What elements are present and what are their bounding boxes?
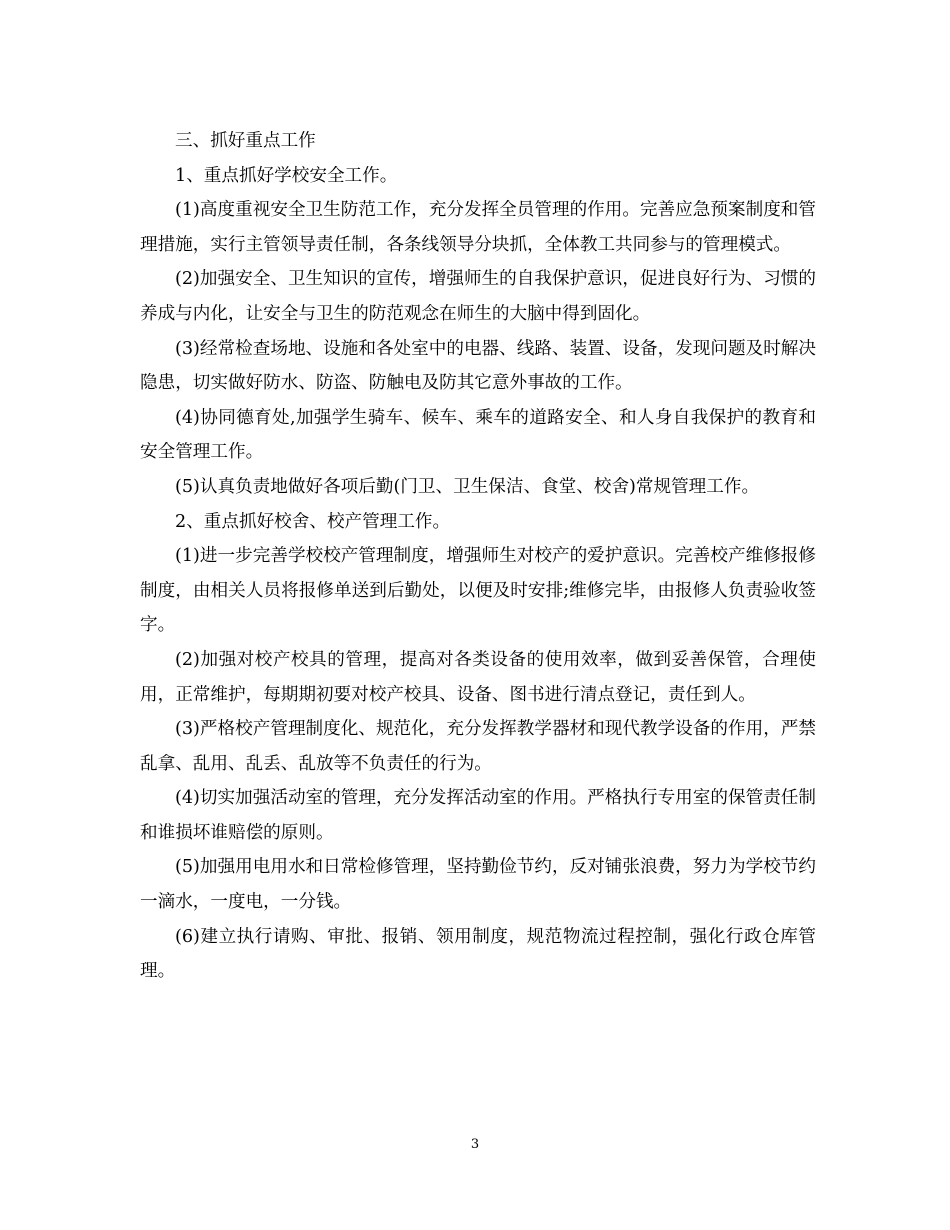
paragraph: (4)切实加强活动室的管理，充分发挥活动室的作用。严格执行专用室的保管责任制和谁损坏谁赔偿的原则。 (140, 788, 816, 843)
paragraph: (5)认真负责地做好各项后勤(门卫、卫生保洁、食堂、校舍)常规管理工作。 (175, 476, 760, 497)
paragraph: (5)加强用电用水和日常检修管理，坚持勤俭节约，反对铺张浪费，努力为学校节约一滴水，一度电，一分钱。 (140, 857, 816, 913)
paragraph: (2)加强安全、卫生知识的宣传，增强师生的自我保护意识，促进良好行为、习惯的养成与内化，让安全与卫生的防范观念在师生的大脑中得到固化。 (140, 269, 816, 324)
paragraph: (3)严格校产管理制度化、规范化，充分发挥教学器材和现代教学设备的作用，严禁乱拿、乱用、乱丢、乱放等不负责任的行为。 (140, 719, 816, 774)
paragraph: (6)建立执行请购、审批、报销、领用制度，规范物流过程控制，强化行政仓库管理。 (140, 926, 816, 982)
document-body (140, 124, 816, 989)
paragraph: (3)经常检查场地、设施和各处室中的电器、线路、装置、设备，发现问题及时解决隐患，切实做好防水、防盗、防触电及防其它意外事故的工作。 (140, 338, 816, 394)
paragraph: (4)协同德育处,加强学生骑车、候车、乘车的道路安全、和人身自我保护的教育和安全管理工作。 (140, 407, 816, 463)
subsection-heading: 1、重点抓好学校安全工作。 (175, 165, 398, 186)
paragraph: (2)加强对校产校具的管理，提高对各类设备的使用效率，做到妥善保管，合理使用，正常维护，每期期初要对校产校具、设备、图书进行清点登记，责任到人。 (140, 649, 816, 705)
paragraph: (1)进一步完善学校校产管理制度，增强师生对校产的爱护意识。完善校产维修报修制度，由相关人员将报修单送到后勤处，以便及时安排;维修完毕，由报修人负责验收签字。 (140, 546, 816, 636)
section-heading: 三、抓好重点工作 (175, 131, 316, 151)
page-number: 3 (470, 1137, 480, 1152)
paragraph: (1)高度重视安全卫生防范工作，充分发挥全员管理的作用。完善应急预案制度和管理措施，实行主管领导责任制，各条线领导分块抓，全体教工共同参与的管理模式。 (140, 200, 816, 255)
subsection-heading: 2、重点抓好校舍、校产管理工作。 (175, 511, 451, 532)
